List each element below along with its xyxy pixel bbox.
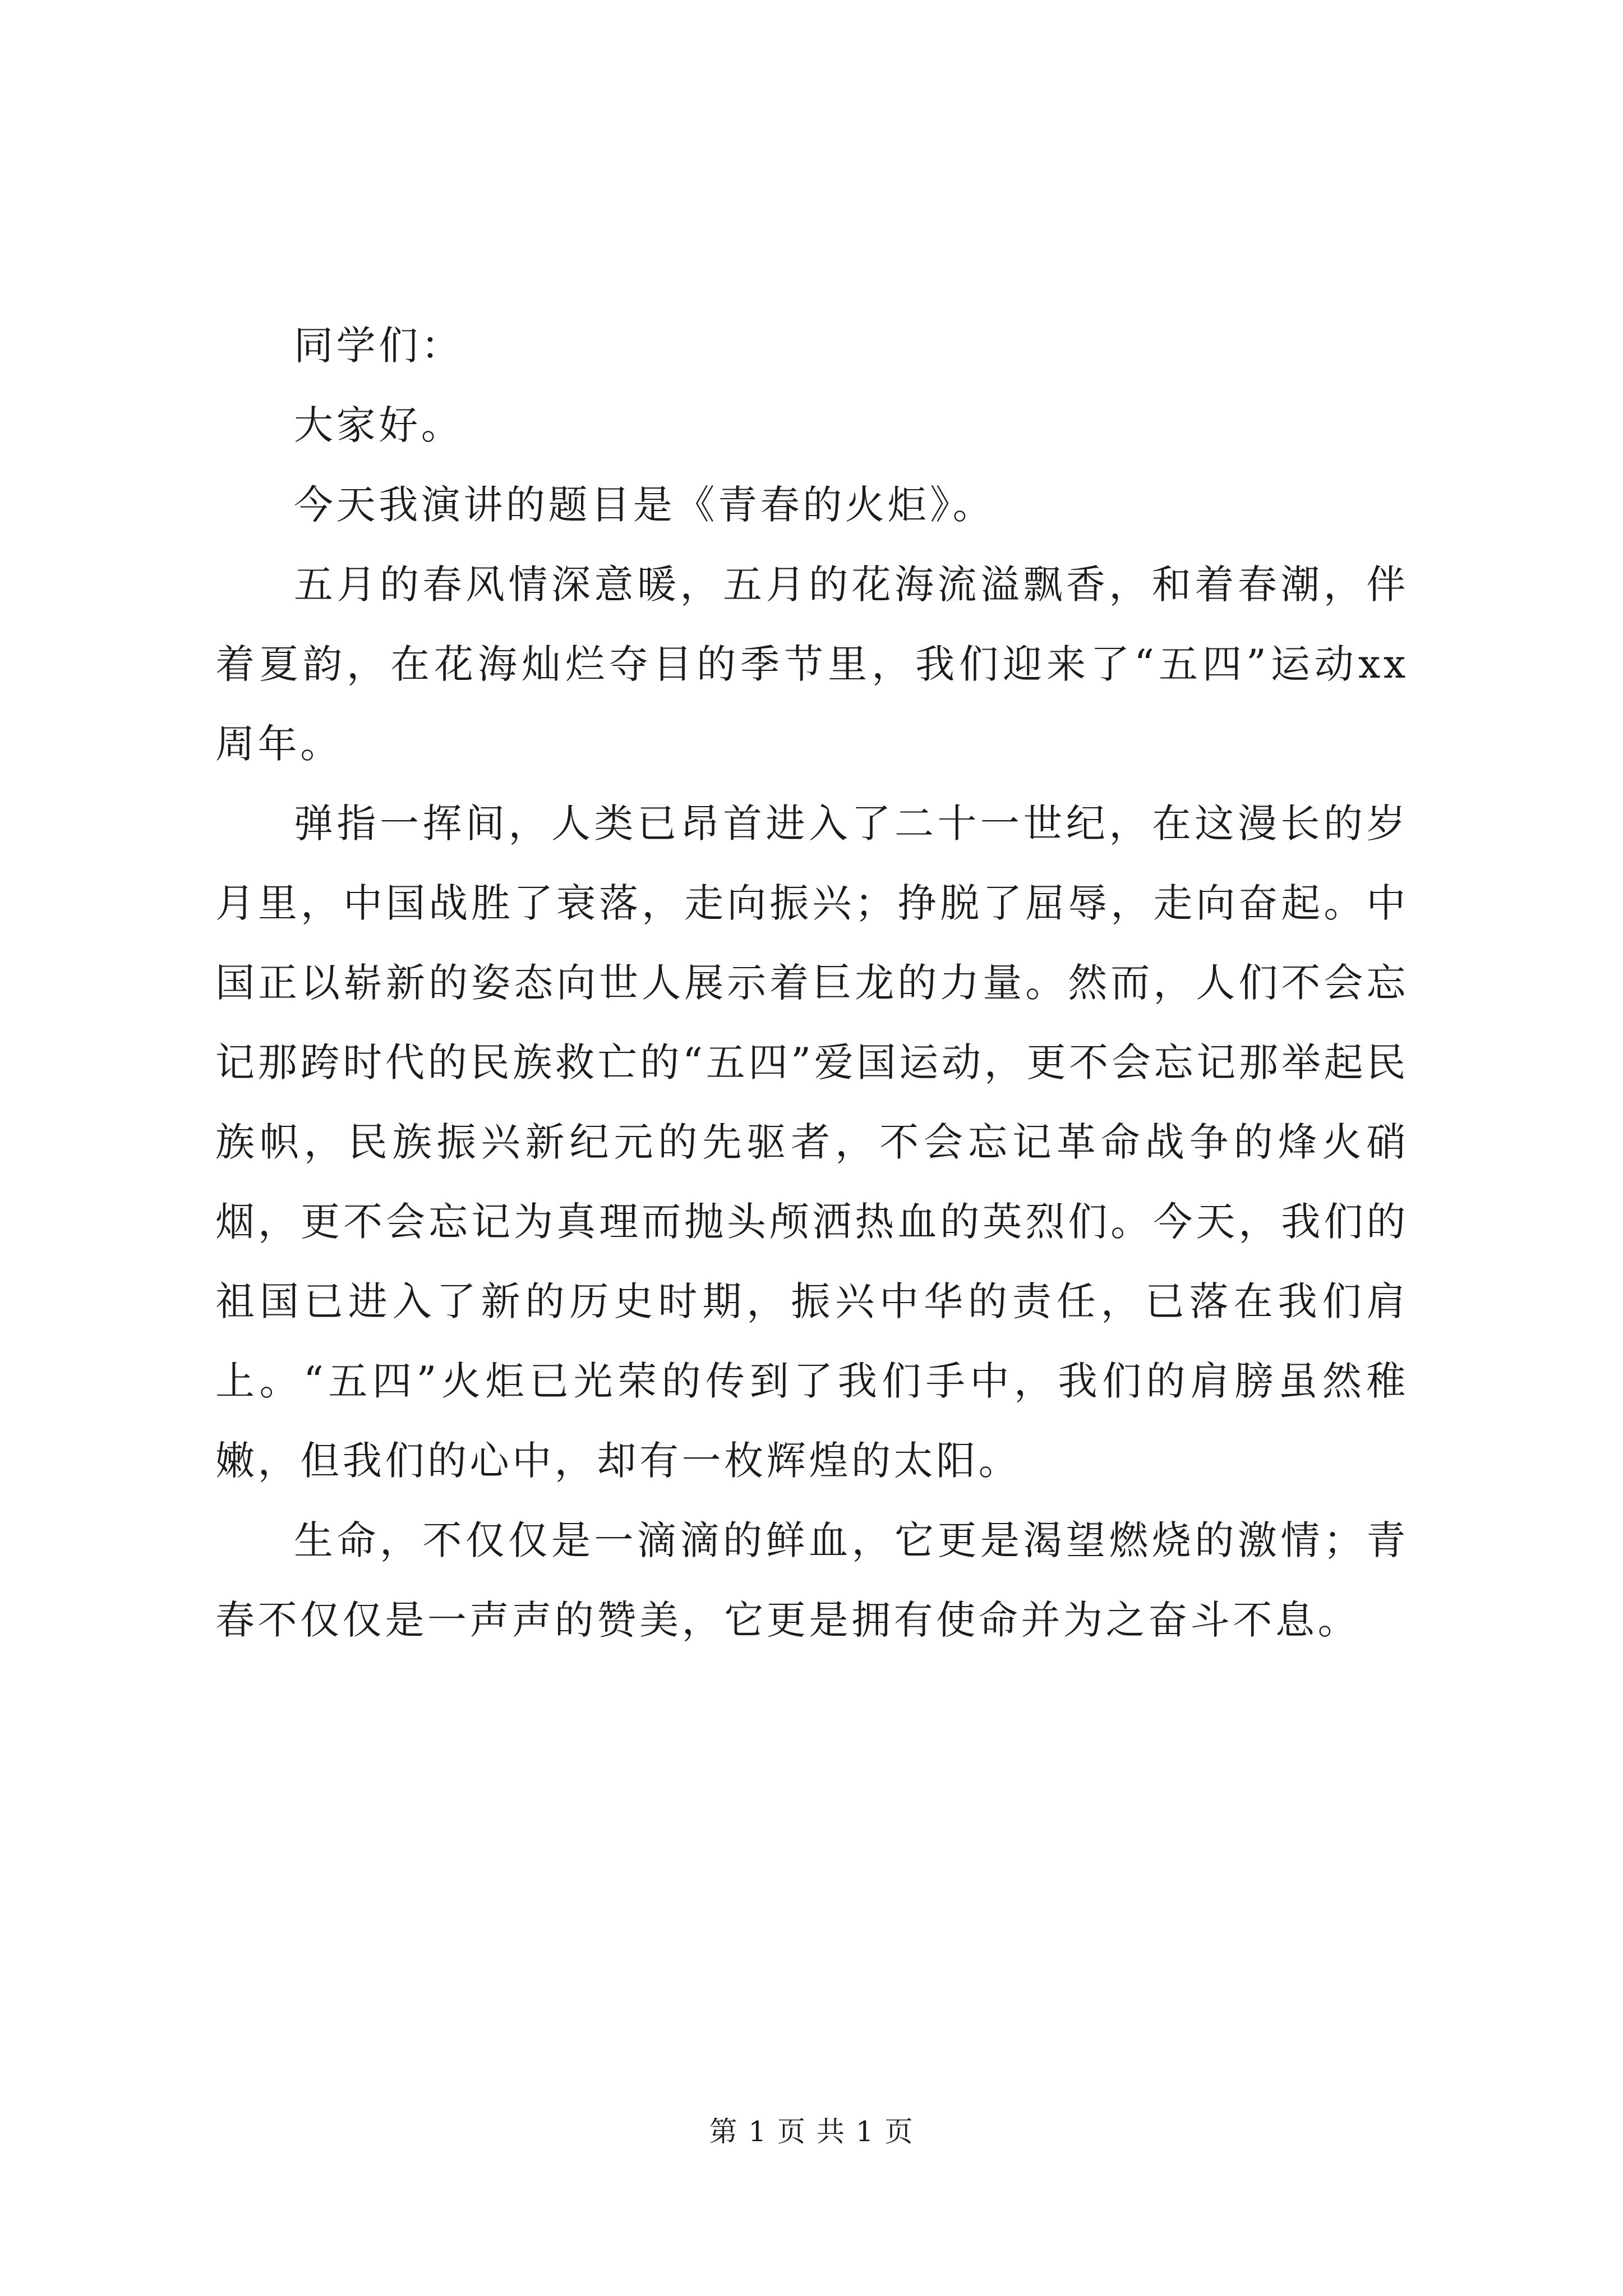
document-body <box>215 306 1409 1660</box>
paragraph-may-fourth: 五月的春风情深意暖，五月的花海流溢飘香，和着春潮，伴着夏韵，在花海灿烂夺目的季节里，我们迎来了“五四”运动xx周年。 <box>215 562 1409 767</box>
paragraph-youth: 生命，不仅仅是一滴滴的鲜血，它更是渴望燃烧的激情；青春不仅仅是一声声的赞美，它更是拥有使命并为之奋斗不息。 <box>215 1517 1409 1643</box>
speech-title-line: 今天我演讲的题目是《青春的火炬》。 <box>294 482 995 528</box>
salutation: 同学们： <box>294 323 464 369</box>
paragraph-history: 弹指一挥间，人类已昂首进入了二十一世纪，在这漫长的岁月里，中国战胜了衰落，走向振兴；挣脱了屈辱，走向奋起。中国正以崭新的姿态向世人展示着巨龙的力量。然而，人们不会忘记那跨时代的民族救亡的“五四”爱国运动，更不会忘记那举起民族帜，民族振兴新纪元的先驱者，不会忘记革命战争的烽火硝烟，更不会忘记为真理而抛头颅洒热血的英烈们。今天，我们的祖国已进入了新的历史时期，振兴中华的责任，已落在我们肩上。“五四”火炬已光荣的传到了我们手中，我们的肩膀虽然稚嫩，但我们的心中，却有一枚辉煌的太阳。 <box>215 800 1409 1484</box>
greeting-line: 大家好。 <box>294 402 464 448</box>
page-footer: 第 1 页 共 1 页 <box>709 2115 914 2148</box>
